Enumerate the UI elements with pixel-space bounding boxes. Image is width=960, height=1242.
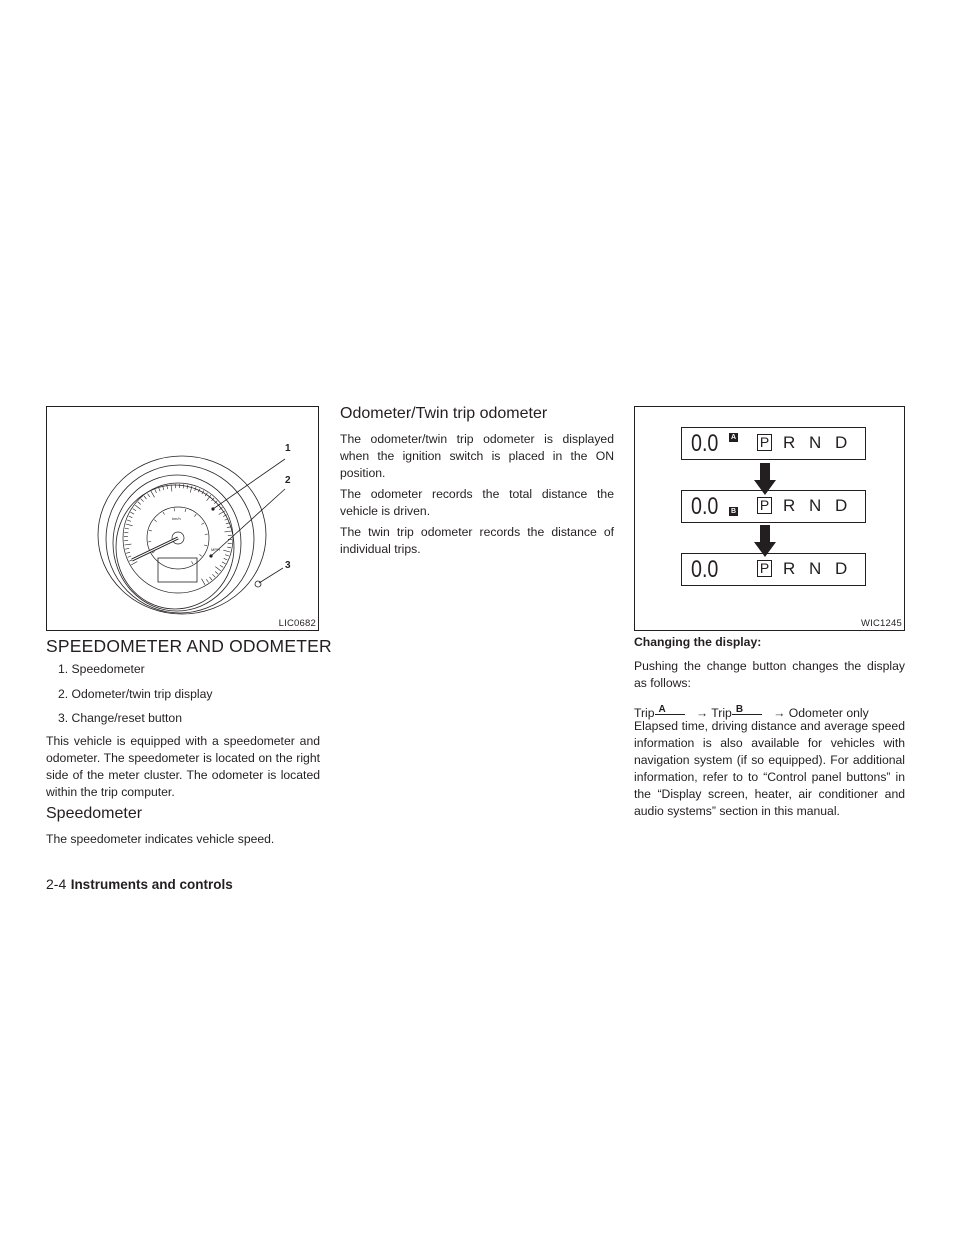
odometer-heading: Odometer/Twin trip odometer	[340, 405, 548, 422]
gauge-tick	[147, 494, 149, 497]
gauge-tick	[144, 496, 147, 499]
mph-label: MPH	[211, 547, 220, 552]
speedometer-gauge-illustration	[47, 407, 318, 630]
inner-gauge-tick	[194, 514, 196, 516]
gauge-tick	[151, 491, 155, 497]
gauge-tick	[138, 502, 141, 505]
section-title: SPEEDOMETER AND ODOMETER	[46, 636, 332, 656]
gauge-tick	[220, 565, 223, 567]
trip-b-letter: B	[735, 704, 744, 715]
gear-p: P	[757, 434, 772, 451]
trip-b-indicator: B	[730, 508, 737, 515]
gauge-tick	[212, 574, 215, 577]
callout-1: 1	[285, 443, 291, 454]
list-item: 1. Speedometer	[58, 662, 145, 676]
gear-d: D	[835, 496, 848, 515]
trip-display-figure	[634, 406, 905, 631]
changing-paragraph-2: Elapsed time, driving distance and average speed information is also available for vehicles with navigation system (if so equipped). For additional information, refer to to “Control panel buttons” in the “Display screen, heater, air conditioner and audio systems” section in this manual.	[634, 719, 905, 818]
gauge-tick	[226, 523, 230, 524]
trip-b-icon	[732, 701, 762, 715]
gear-p: P	[757, 560, 772, 577]
inner-gauge-tick	[185, 509, 186, 512]
gauge-tick	[131, 562, 137, 566]
gauge-tick	[135, 505, 141, 509]
figure-code: WIC1245	[860, 618, 902, 629]
gauge-tick	[129, 516, 133, 518]
gauge-tick	[141, 499, 144, 502]
gauge-tick	[125, 544, 132, 545]
inner-gauge-tick	[154, 520, 156, 522]
gear-r: R	[783, 433, 796, 452]
gauge-tick	[125, 548, 129, 549]
callout-3: 3	[285, 560, 291, 571]
gauge-tick	[159, 488, 161, 492]
sequence-arrow-trip: → Trip	[695, 706, 732, 720]
gear-d: D	[835, 559, 848, 578]
gear-p: P	[757, 497, 772, 514]
gauge-tick	[155, 489, 157, 493]
trip-a-icon	[655, 701, 685, 715]
kmh-label: km/h	[172, 516, 181, 521]
gauge-tick	[222, 562, 226, 564]
gear-n: N	[809, 496, 822, 515]
trip-a-letter: A	[658, 704, 666, 715]
gear-r: R	[783, 559, 796, 578]
display-trip-a	[681, 427, 866, 460]
gauge-tick	[210, 577, 213, 580]
inner-gauge-tick	[204, 545, 207, 546]
list-item: 2. Odometer/twin trip display	[58, 687, 213, 701]
trip-a-indicator: A	[730, 434, 737, 441]
odometer-value: 0.0	[691, 493, 719, 520]
gear-n: N	[809, 433, 822, 452]
gear-d: D	[835, 433, 848, 452]
odometer-value: 0.0	[691, 556, 719, 583]
inner-gauge-tick	[201, 523, 204, 525]
sequence-arrow-odometer: → Odometer only	[773, 706, 869, 720]
list-item: 3. Change/reset button	[58, 711, 182, 725]
odometer-paragraph-2: The odometer records the total distance the vehicle is driven.	[340, 487, 614, 518]
changing-paragraph-1: Pushing the change button changes the display as follows:	[634, 659, 905, 690]
inner-gauge-tick	[192, 561, 194, 564]
gauge-tick	[128, 556, 132, 558]
odometer-paragraph-1: The odometer/twin trip odometer is displayed when the ignition switch is placed in the ON position.	[340, 432, 614, 480]
gauge-tick	[127, 520, 131, 521]
gauge-tick	[163, 486, 164, 490]
gauge-tick	[171, 485, 172, 492]
gauge-tick	[215, 567, 221, 571]
changing-heading: Changing the display:	[634, 635, 762, 649]
gear-r: R	[783, 496, 796, 515]
gauge-tick	[215, 572, 218, 575]
inner-gauge-tick	[149, 530, 152, 531]
inner-gauge-tick	[163, 512, 165, 515]
gear-n: N	[809, 559, 822, 578]
callout-2: 2	[285, 475, 291, 486]
gauge-tick	[187, 485, 188, 489]
display-odometer	[681, 553, 866, 586]
display-trip-b	[681, 490, 866, 523]
gauge-tick	[206, 579, 208, 582]
gauge-tick	[227, 527, 231, 528]
speedometer-figure	[46, 406, 319, 631]
gauge-tick	[131, 512, 135, 514]
gauge-tick	[125, 528, 129, 529]
gauge-tick	[225, 555, 229, 556]
figure-code: LIC0682	[278, 618, 316, 629]
page-footer	[46, 876, 233, 894]
intro-paragraph: This vehicle is equipped with a speedometer and odometer. The speedometer is located on the right side of the meter cluster. The odometer is located within the trip computer.	[46, 734, 320, 799]
odometer-value: 0.0	[691, 430, 719, 457]
gauge-tick	[224, 558, 228, 560]
gauge-tick	[133, 509, 136, 511]
gauge-tick	[126, 552, 130, 553]
gauge-tick	[223, 550, 230, 552]
odometer-paragraph-3: The twin trip odometer records the distance of individual trips.	[340, 525, 614, 556]
speedometer-paragraph: The speedometer indicates vehicle speed.	[46, 832, 275, 846]
speedometer-heading: Speedometer	[46, 805, 143, 822]
sequence-trip-label: Trip	[634, 706, 655, 720]
gauge-tick	[225, 531, 232, 532]
gauge-tick	[227, 547, 231, 548]
chapter-title: Instruments and controls	[70, 877, 233, 892]
gauge-tick	[202, 579, 206, 585]
gauge-tick	[126, 524, 133, 526]
inner-gauge-tick	[199, 554, 201, 556]
page-number: 2-4	[46, 876, 67, 892]
